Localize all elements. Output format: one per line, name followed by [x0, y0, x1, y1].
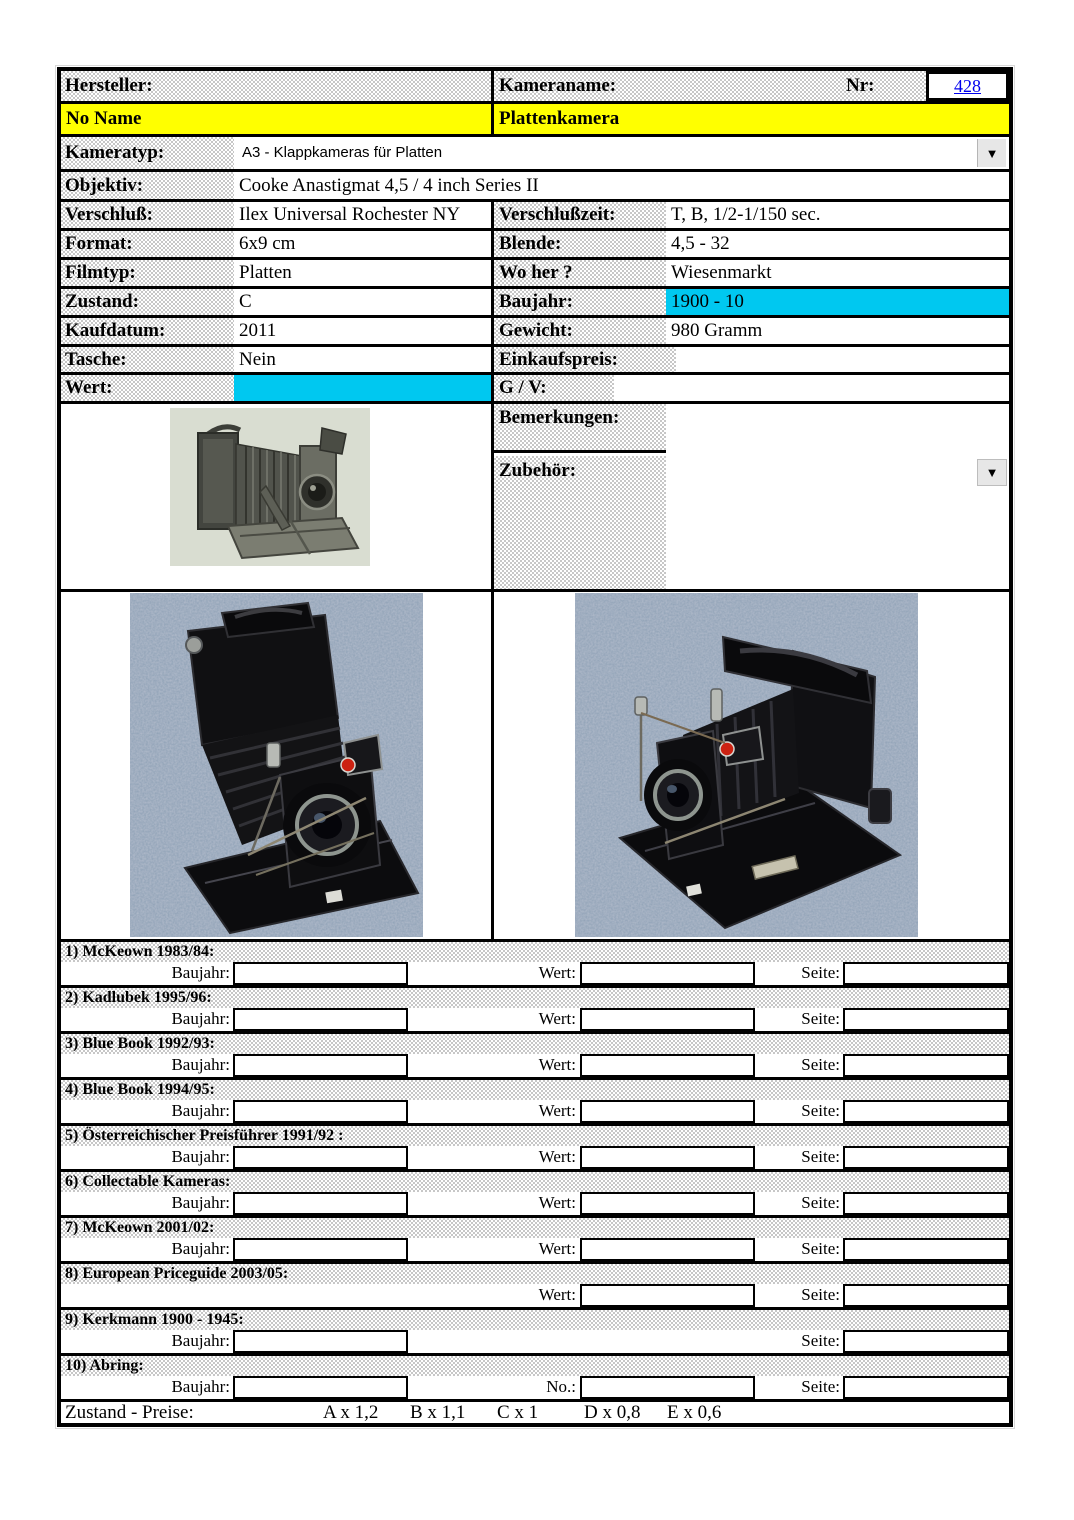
zubehoer-label: Zubehör:: [494, 456, 666, 589]
seite-input[interactable]: [843, 1238, 1009, 1261]
no-field-label: No.:: [546, 1377, 576, 1396]
chevron-down-icon: ▼: [985, 146, 999, 161]
format-label: Format:: [61, 231, 234, 257]
seite-input[interactable]: [843, 1192, 1009, 1215]
tasche-value[interactable]: Nein: [239, 349, 276, 370]
baujahr-field-label: Baujahr:: [171, 963, 230, 982]
baujahr-input[interactable]: [233, 1008, 408, 1031]
wert-row: [61, 375, 1009, 404]
baujahr-input[interactable]: [233, 1376, 408, 1399]
baujahr-field-label: Baujahr:: [171, 1101, 230, 1120]
hersteller-value[interactable]: No Name: [66, 108, 142, 129]
format-row: [61, 231, 1009, 260]
baujahr-field-label: Baujahr:: [171, 1055, 230, 1074]
priceguide-section: [61, 1310, 1009, 1356]
section-title: 9) Kerkmann 1900 - 1945:: [61, 1310, 1009, 1330]
baujahr-input[interactable]: [233, 962, 408, 985]
filmtyp-row: [61, 260, 1009, 289]
section-title: 5) Österreichischer Preisführer 1991/92 :: [61, 1126, 1009, 1146]
wert-field-label: Wert:: [538, 963, 576, 982]
photos-row: [61, 592, 1009, 942]
seite-input[interactable]: [843, 1330, 1009, 1353]
seite-input[interactable]: [843, 1054, 1009, 1077]
seite-field-label: Seite:: [801, 1331, 840, 1350]
kameraname-label: Kameraname:: [499, 75, 617, 96]
verschlusszeit-value[interactable]: T, B, 1/2-1/150 sec.: [671, 204, 821, 225]
kaufdatum-label: Kaufdatum:: [61, 318, 234, 344]
seite-field-label: Seite:: [801, 1055, 840, 1074]
wert-label: Wert:: [61, 375, 234, 401]
zustand-preise-row: [61, 1402, 1009, 1423]
section-title: 2) Kadlubek 1995/96:: [61, 988, 1009, 1008]
baujahr-field-label: Baujahr:: [171, 1331, 230, 1350]
baujahr-value[interactable]: 1900 - 10: [666, 289, 1009, 315]
camera-photo-left: [130, 593, 423, 937]
objektiv-label: Objektiv:: [61, 172, 234, 199]
format-value[interactable]: 6x9 cm: [239, 233, 296, 254]
kameratyp-value: A3 - Klappkameras für Platten: [242, 144, 443, 161]
remarks-block: [61, 404, 1009, 592]
camera-record-form: [57, 67, 1013, 1427]
baujahr-label: Baujahr:: [494, 289, 666, 315]
wert-field-label: Wert:: [538, 1009, 576, 1028]
section-title: 4) Blue Book 1994/95:: [61, 1080, 1009, 1100]
zustand-preise-label: Zustand - Preise:: [65, 1402, 194, 1423]
gewicht-label: Gewicht:: [494, 318, 666, 344]
section-title: 3) Blue Book 1992/93:: [61, 1034, 1009, 1054]
baujahr-field-label: Baujahr:: [171, 1239, 230, 1258]
seite-field-label: Seite:: [801, 963, 840, 982]
seite-field-label: Seite:: [801, 1377, 840, 1396]
kameratyp-label: Kameratyp:: [61, 137, 234, 169]
priceguide-section: [61, 1172, 1009, 1218]
header-row: [61, 71, 1009, 104]
name-band-row: [61, 104, 1009, 137]
priceguide-section: [61, 1034, 1009, 1080]
kameratyp-dropdown-button[interactable]: [977, 139, 1006, 167]
tasche-label: Tasche:: [61, 347, 234, 372]
section-title: 7) McKeown 2001/02:: [61, 1218, 1009, 1238]
wert-field-label: Wert:: [538, 1285, 576, 1304]
wert-field-label: Wert:: [538, 1193, 576, 1212]
kaufdatum-row: [61, 318, 1009, 347]
seite-field-label: Seite:: [801, 1239, 840, 1258]
einkaufspreis-label: Einkaufspreis:: [494, 347, 676, 372]
multiplier-b: B x 1,1: [410, 1402, 466, 1423]
filmtyp-label: Filmtyp:: [61, 260, 234, 286]
zubehoer-dropdown-button[interactable]: [977, 459, 1007, 486]
multiplier-a: A x 1,2: [323, 1402, 379, 1423]
priceguide-section: [61, 1126, 1009, 1172]
seite-input[interactable]: [843, 1376, 1009, 1399]
gewicht-value[interactable]: 980 Gramm: [671, 320, 763, 341]
tasche-row: [61, 347, 1009, 375]
wert-field-label: Wert:: [538, 1101, 576, 1120]
baujahr-field-label: Baujahr:: [171, 1377, 230, 1396]
kameratyp-combobox[interactable]: [237, 139, 1006, 167]
camera-catalog-image: [170, 408, 370, 566]
wert-field-label: Wert:: [538, 1239, 576, 1258]
chevron-down-icon: ▼: [985, 465, 999, 480]
verschluss-label: Verschluß:: [61, 202, 234, 228]
zustand-label: Zustand:: [61, 289, 234, 315]
priceguide-section: [61, 1218, 1009, 1264]
priceguide-section: [61, 1356, 1009, 1402]
gv-value[interactable]: [614, 375, 1009, 401]
camera-photo-right: [575, 593, 918, 937]
baujahr-input[interactable]: [233, 1238, 408, 1261]
baujahr-input[interactable]: [233, 1192, 408, 1215]
verschluss-row: [61, 202, 1009, 231]
seite-input[interactable]: [843, 1008, 1009, 1031]
baujahr-input[interactable]: [233, 1146, 408, 1169]
seite-input[interactable]: [843, 1146, 1009, 1169]
filmtyp-value[interactable]: Platten: [239, 262, 292, 283]
verschluss-value[interactable]: Ilex Universal Rochester NY: [239, 204, 461, 225]
record-number-box[interactable]: [926, 71, 1009, 101]
seite-input[interactable]: [843, 962, 1009, 985]
wert-field-label: Wert:: [538, 1055, 576, 1074]
zustand-value[interactable]: C: [239, 291, 252, 312]
wert-value[interactable]: [234, 375, 491, 401]
blende-value[interactable]: 4,5 - 32: [671, 233, 730, 254]
seite-field-label: Seite:: [801, 1147, 840, 1166]
seite-input[interactable]: [843, 1100, 1009, 1123]
baujahr-field-label: Baujahr:: [171, 1193, 230, 1212]
seite-field-label: Seite:: [801, 1285, 840, 1304]
kaufdatum-value[interactable]: 2011: [239, 320, 277, 341]
seite-field-label: Seite:: [801, 1009, 840, 1028]
multiplier-e: E x 0,6: [667, 1402, 722, 1423]
hersteller-label: Hersteller:: [65, 75, 153, 96]
multiplier-c: C x 1: [497, 1402, 539, 1423]
bemerkungen-label: Bemerkungen:: [494, 404, 666, 453]
priceguide-section: [61, 1264, 1009, 1310]
objektiv-row: [61, 172, 1009, 202]
priceguide-section: [61, 1080, 1009, 1126]
einkaufspreis-value[interactable]: [676, 347, 1009, 372]
kameraname-value[interactable]: Plattenkamera: [499, 108, 620, 129]
baujahr-input[interactable]: [233, 1100, 408, 1123]
seite-field-label: Seite:: [801, 1101, 840, 1120]
woher-label: Wo her ?: [494, 260, 666, 286]
verschlusszeit-label: Verschlußzeit:: [494, 202, 666, 228]
multiplier-d: D x 0,8: [584, 1402, 641, 1423]
blende-label: Blende:: [494, 231, 666, 257]
nr-label: Nr:: [846, 75, 875, 96]
section-title: 8) European Priceguide 2003/05:: [61, 1264, 1009, 1284]
seite-field-label: Seite:: [801, 1193, 840, 1212]
seite-input[interactable]: [843, 1284, 1009, 1307]
baujahr-input[interactable]: [233, 1054, 408, 1077]
section-title: 1) McKeown 1983/84:: [61, 942, 1009, 962]
section-title: 6) Collectable Kameras:: [61, 1172, 1009, 1192]
kameratyp-row: [61, 137, 1009, 172]
baujahr-field-label: Baujahr:: [171, 1009, 230, 1028]
baujahr-input[interactable]: [233, 1330, 408, 1353]
objektiv-value[interactable]: Cooke Anastigmat 4,5 / 4 inch Series II: [239, 175, 539, 196]
wert-field-label: Wert:: [538, 1147, 576, 1166]
priceguide-section: [61, 988, 1009, 1034]
woher-value[interactable]: Wiesenmarkt: [671, 262, 772, 283]
gv-label: G / V:: [494, 375, 614, 401]
baujahr-field-label: Baujahr:: [171, 1147, 230, 1166]
zustand-row: [61, 289, 1009, 318]
priceguide-section: [61, 942, 1009, 988]
section-title: 10) Abring:: [61, 1356, 1009, 1376]
record-number-link[interactable]: 428: [954, 76, 981, 96]
